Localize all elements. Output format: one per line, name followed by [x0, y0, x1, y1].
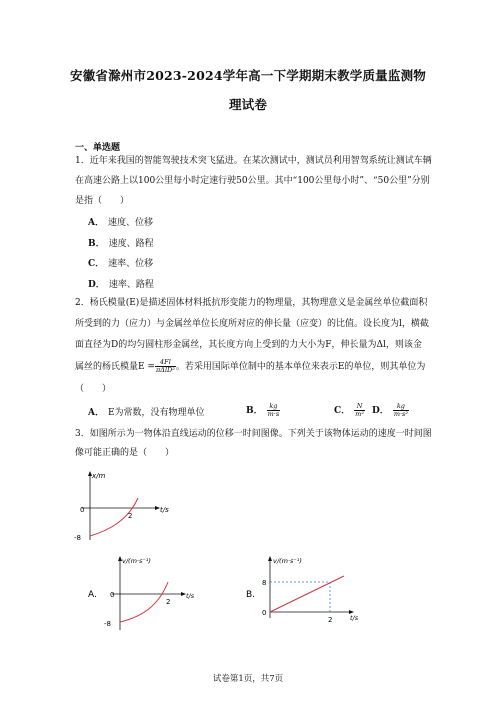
graph-main-xtick: 2: [128, 512, 133, 520]
q1-option-b: B． 速度、路程: [88, 239, 154, 249]
q1-line1: 1．近年来我国的智能驾驶技术突飞猛进。在某次测试中，测试员利用智驾系统让测试车辆: [75, 156, 432, 166]
q2-line5: （ ）: [75, 384, 112, 394]
q3-line1: 3．如图所示为一物体沿直线运动的位移一时间图像。下列关于该物体运动的速度一时间图: [75, 429, 432, 439]
q2-line2: 所受到的力（应力）与金属丝单位长度所对应的伸长量（应变）的比值。设长度为l，横截: [75, 319, 429, 329]
graph-b-origin: 0: [262, 609, 267, 617]
graph-main-xlabel: t/s: [160, 506, 169, 514]
graph-a-ytick: -8: [104, 620, 111, 628]
section-heading: 一、单选题: [75, 143, 121, 153]
option-b-velocity-graph: [244, 552, 369, 634]
graph-a-xtick: 2: [166, 598, 171, 606]
graph-main-origin: 0: [80, 506, 85, 514]
graph-b-ylabel: v/(m·s⁻¹): [273, 557, 302, 565]
q2-line3: 面直径为D的均匀圆柱形金属丝，其长度方向上受到的力大小为F，伸长量为Δl，则该金: [75, 340, 422, 350]
q1-line3: 是指（ ）: [75, 196, 130, 206]
q1-option-d: D． 速率、路程: [88, 280, 154, 290]
graph-main-ytick: -8: [74, 534, 81, 542]
graph-b-xtick: 2: [328, 616, 333, 624]
q2-option-d: D． $\frac{kg}{\text{m·s²}}$: [372, 402, 408, 418]
option-a-velocity-graph: [86, 552, 201, 634]
q1-option-c: C． 速率、位移: [88, 259, 154, 269]
displacement-time-graph: [70, 468, 180, 546]
graph-a-xlabel: t/s: [186, 592, 195, 600]
graph-a-origin: 0: [110, 591, 115, 599]
page-footer: 试卷第1页，共7页: [212, 674, 284, 684]
q2-option-b: B． $\frac{kg}{m\cdot s}$: [246, 402, 280, 418]
page-title-line2: 理试卷: [228, 97, 268, 112]
page-title-line1: 安徽省滁州市2023-2024学年高一下学期期末教学质量监测物: [70, 68, 426, 83]
q2-option-a: A． E为常数，没有物理单位: [88, 408, 205, 418]
q2-option-c: C． $\frac{N}{\text{m²}}$: [334, 402, 364, 418]
q3-line2: 像可能正确的是（ ）: [75, 448, 175, 458]
q2-line1: 2．杨氏模量(E)是描述固体材料抵抗形变能力的物理量，其物理意义是金属丝单位截面积: [75, 298, 428, 308]
graph-b-label: B.: [246, 590, 256, 600]
young-modulus-formula: $\frac{4Fl}{\text{πΔlD²}}$: [155, 358, 175, 374]
graph-b-xlabel: t/s: [350, 614, 359, 622]
q1-line2: 在高速公路上以100公里每小时定速行驶50公里。其中“100公里每小时”、“50公里”分别: [75, 176, 430, 186]
graph-a-ylabel: v/(m·s⁻¹): [122, 557, 151, 565]
q1-option-a: A． 速度、位移: [88, 218, 153, 228]
q2-line4: 属丝的杨氏模量E = $\frac{4Fl}{\text{πΔlD²}}$ 。若采用国际单位制中的基本单位来表示E的单位，则其单位为: [75, 358, 426, 374]
graph-main-ylabel: x/m: [92, 472, 106, 480]
graph-b-ytick: 8: [262, 579, 267, 587]
graph-a-label: A.: [88, 590, 97, 600]
